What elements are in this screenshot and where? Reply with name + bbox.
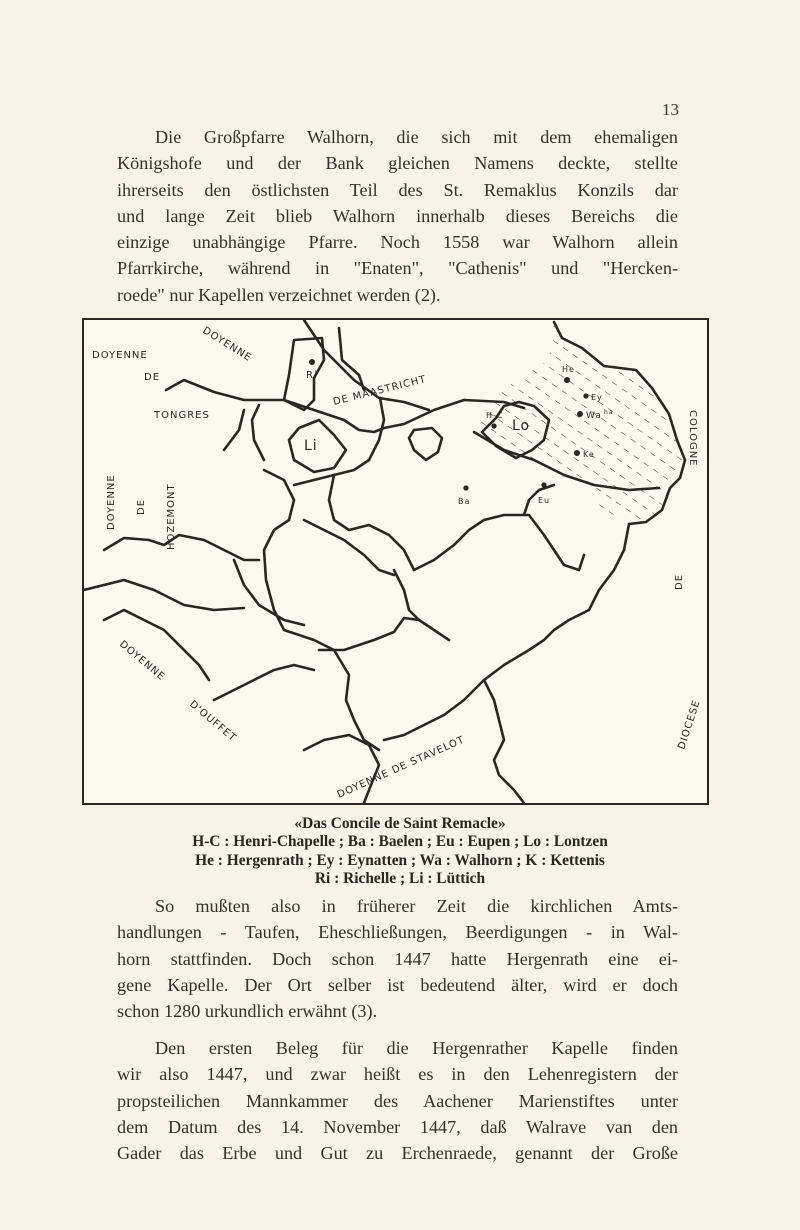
page-number: 13 — [662, 100, 679, 119]
place-hc: H-C — [486, 411, 504, 420]
text-line: roede" nur Kapellen verzeichnet werden (2). — [117, 284, 441, 305]
label-hozemont: HOZEMONT — [166, 483, 177, 550]
label-doyenne-maastricht: DOYENNE — [200, 325, 254, 365]
label-cologne: COLOGNE — [687, 410, 698, 467]
text-line: Den ersten Beleg für die Hergenrather Kapelle finden — [155, 1038, 678, 1058]
text-line: Pfarrkirche, während in "Enaten", "Cathenis" und "Hercken- — [117, 258, 678, 279]
place-ha: ha — [604, 409, 614, 416]
place-ey: Ey — [591, 393, 603, 402]
text-line: dem Datum des 14. November 1447, daß Walrave van den — [117, 1116, 678, 1137]
place-ba: Ba — [458, 497, 471, 506]
label-doyenne-hozemont: DOYENNE — [106, 474, 117, 530]
place-ri: Ri — [306, 370, 318, 381]
text-line: und lange Zeit blieb Walhorn innerhalb dieses Bereichs die — [117, 205, 678, 226]
map-drawing — [84, 320, 707, 803]
label-tongres: TONGRES — [154, 410, 210, 421]
label-de-tongres: DE — [144, 372, 161, 383]
text-line: schon 1280 urkundlich erwähnt (3). — [117, 1001, 378, 1022]
label-de-maastricht: DE MAASTRICHT — [332, 374, 428, 408]
label-diocese: DIOCESE — [676, 698, 703, 751]
place-ke: Ke — [583, 450, 595, 459]
paragraph-first-record — [117, 1035, 678, 1166]
label-doyenne-stavelot: DOYENNE DE STAVELOT — [335, 734, 467, 801]
place-wa: Wa — [586, 411, 602, 421]
text-line: Königshofe und der Bank gleichen Namens deckte, stellte — [117, 153, 678, 174]
concile-map-figure — [82, 318, 709, 805]
label-doyenne-tongres: DOYENNE — [92, 350, 148, 361]
label-de-cologne: DE — [674, 573, 685, 590]
walhorn-region — [474, 322, 684, 520]
place-he: He — [562, 365, 575, 374]
label-de-hozemont: DE — [136, 498, 147, 515]
paragraph-official-acts — [117, 893, 678, 1024]
text-line: horn stattfinden. Doch schon 1447 hatte Hergenrath eine ei- — [117, 948, 678, 969]
text-line: Gader das Erbe und Gut zu Erchenraede, genannt der Große — [117, 1143, 678, 1164]
map-caption — [82, 815, 718, 888]
text-line: wir also 1447, und zwar heißt es in den Lehenregistern der — [117, 1064, 678, 1085]
caption-legend-line: He : Hergenrath ; Ey : Eynatten ; Wa : Walhorn ; K : Kettenis — [195, 851, 605, 869]
place-li: Li — [304, 438, 318, 454]
paragraph-walhorn-parish — [117, 124, 678, 308]
label-douffet: D'OUFFET — [187, 698, 239, 745]
place-lo: Lo — [512, 418, 531, 434]
text-line: einzige unabhängige Pfarre. Noch 1558 war Walhorn allein — [117, 232, 678, 253]
caption-legend-line: Ri : Richelle ; Li : Lüttich — [314, 869, 486, 887]
text-line: propsteilichen Mannkammer des Aachener Marienstiftes unter — [117, 1090, 678, 1111]
text-line: ihrerseits den östlichsten Teil des St. Remaklus Konzils dar — [117, 179, 678, 200]
label-doyenne-ouffet: DOYENNE — [117, 638, 167, 684]
text-line: gene Kapelle. Der Ort selber ist bedeutend älter, wird er doch — [117, 974, 678, 995]
caption-legend-line: H-C : Henri-Chapelle ; Ba : Baelen ; Eu : Eupen ; Lo : Lontzen — [192, 833, 608, 851]
text-line: So mußten also in früherer Zeit die kirchlichen Amts- — [155, 896, 678, 916]
place-eu: Eu — [538, 496, 551, 505]
text-line: Die Großpfarre Walhorn, die sich mit dem ehemaligen — [155, 127, 678, 147]
caption-title: «Das Concile de Saint Remacle» — [294, 815, 506, 832]
text-line: handlungen - Taufen, Eheschließungen, Beerdigungen - in Wal- — [117, 922, 678, 943]
